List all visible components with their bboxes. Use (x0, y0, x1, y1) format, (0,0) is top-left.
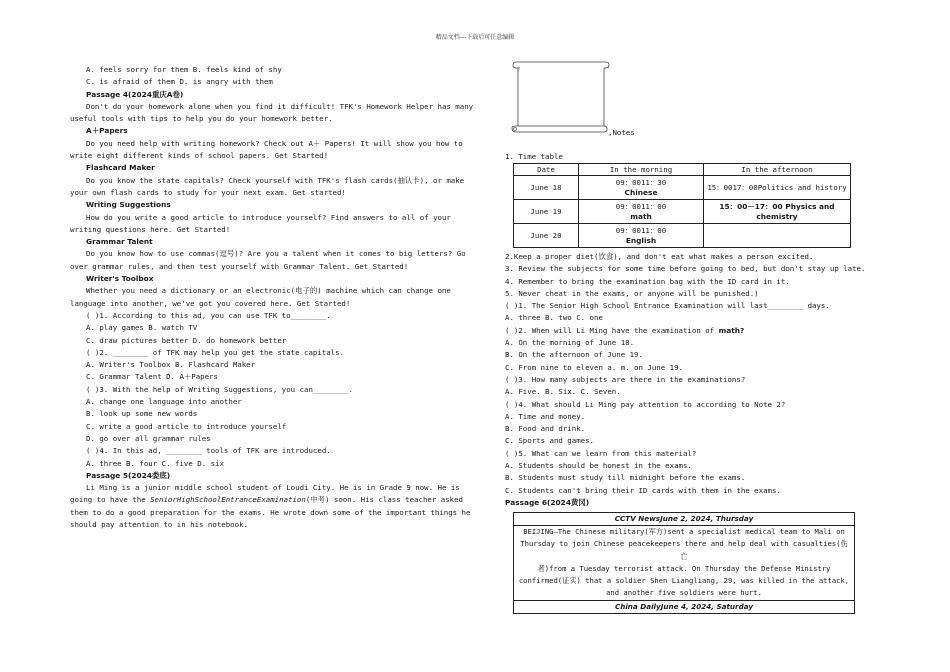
option-line: A. play games B. watch TV (86, 323, 198, 333)
question-line: ( )4. What should Li Ming pay attention to according to Note 2? (505, 399, 786, 409)
section-title: Flashcard Maker (86, 163, 155, 173)
afternoon-time: 15：00－17：00 Physics and (719, 201, 835, 211)
text-span-bold: math? (718, 325, 745, 335)
table-cell-afternoon (704, 200, 851, 224)
paragraph-line: Do you know the state capitals? Check yourself with TFK's flash cards(抽认卡), or make (86, 175, 465, 185)
table-cell-date: June 20 (514, 224, 579, 248)
table-cell-morning (579, 224, 704, 248)
left-column (70, 64, 474, 531)
afternoon-subject: chemistry (756, 211, 798, 221)
news-line: and another five soldiers were hurt. (606, 588, 762, 598)
table-cell-afternoon (704, 224, 851, 248)
note-line: 2.Keep a proper diet(饮食), and don't eat what makes a person excited. (505, 252, 814, 261)
notebook-scroll-icon (510, 60, 610, 134)
paragraph-line: Do you need help with writing homework? Check out A＋ Papers! It will show you how to (86, 138, 463, 148)
afternoon-text: 15：0017：00Politics and history (707, 182, 847, 192)
notes-label: ,Notes (608, 128, 635, 137)
question-line: ( )3. With the help of Writing Suggestions, you can________. (86, 384, 353, 394)
question-line: ( )1. The Senior High School Entrance Examination will last________ days. (505, 301, 830, 311)
note-line: 5. Never cheat in the exams, or anyone will be punished.) (505, 288, 759, 298)
option-line: A. Time and money. (505, 411, 586, 421)
news-line: confirmed(证实) that a soldier Shen Liangliang, 29, was killed in the attack, (518, 576, 850, 586)
table-row (514, 224, 851, 248)
option-line: A. three B. two C. one (505, 313, 603, 323)
passage-6-title: Passage 6(2024黄冈) (505, 497, 590, 507)
exam-name-italic: SeniorHighSchoolEntranceExamination (150, 495, 306, 505)
option-line: C. Students can't bring their ID cards with them in the exams. (505, 485, 781, 495)
news-line: 者)from a Tuesday terrorist attack. On Thursday the Defense Ministry (537, 563, 831, 573)
page-header: 精品文档---下载后可任意编辑 (435, 34, 515, 41)
section-title: Writing Suggestions (86, 200, 171, 210)
option-line: A. feels sorry for them B. feels kind of shy (86, 65, 282, 74)
paragraph-line: Whether you need a dictionary or an electronic(电子的) machine which can change one (86, 286, 451, 296)
table-row (514, 200, 851, 224)
paragraph-line: your own flash cards to study for your next exam. Get started! (70, 187, 346, 197)
table-cell-morning (579, 176, 704, 200)
question-line (505, 325, 855, 337)
right-column (505, 251, 866, 509)
news-box (513, 512, 855, 614)
question-line: ( )1. According to this ad, you can use TFK to________. (86, 310, 331, 320)
option-line: B. Food and drink. (505, 424, 586, 434)
table-cell-date: June 18 (514, 176, 579, 200)
news-line: Thursday to join Chinese peacekeepers there and help deal with casualties(伤亡 (520, 539, 848, 561)
paragraph-line: write eight different kinds of school papers. Get Started! (70, 151, 329, 161)
option-line: A. change one language into another (86, 397, 242, 407)
paragraph-line: language into another, we've got you covered here. Get Started! (70, 298, 351, 308)
paragraph-line: Do you know how to use commas(逗号)? Are you a talent when it comes to big letters? Go (86, 249, 466, 259)
news-footer: China DailyJune 4, 2024, Saturday (614, 601, 754, 611)
right-notes-top (505, 151, 855, 163)
option-line: A. Writer's Toolbox B. Flashcard Maker (86, 360, 256, 370)
question-line: ( )3. How many subjects are there in the examinations? (505, 374, 746, 384)
table-row (514, 176, 851, 200)
option-line: A. three B. four C. five D. six (86, 458, 224, 468)
paragraph-line: them to do a good preparation for the exams. He wrote down some of the important things he (70, 507, 471, 517)
news-line: BEIJING—The Chinese military(军方)sent a specialist medical team to Mali on (523, 527, 845, 536)
option-line: C. is afraid of them D. is angry with them (86, 77, 273, 87)
morning-subject: Chinese (624, 187, 658, 197)
passage-4-title: Passage 4(2024重庆A卷) (86, 89, 184, 99)
paragraph-line: writing questions here. Get Started! (70, 224, 231, 234)
question-line: ( )4. In this ad, ________ tools of TFK are introduced. (86, 446, 331, 456)
morning-subject: math (630, 211, 652, 221)
morning-time: 09：0011：00 (615, 225, 667, 235)
table-cell-afternoon (704, 176, 851, 200)
paragraph-line: useful tools with tips to help you do your homework better. (70, 114, 333, 124)
time-table (513, 163, 851, 248)
paragraph-line: Don't do your homework alone when you find it difficult! TFK's Homework Helper has many (86, 101, 474, 111)
table-header: Date (514, 164, 579, 176)
note-line: 1. Time table (505, 152, 563, 161)
paragraph-line: over grammar rules, and then test yourself with Grammar Talent. Get Started! (70, 261, 409, 271)
news-body (514, 526, 854, 601)
news-header: CCTV NewsJune 2, 2024, Thursday (514, 513, 854, 526)
section-title: Grammar Talent (86, 237, 153, 247)
option-line: D. go over all grammar rules (86, 433, 211, 443)
note-line: 4. Remember to bring the examination bag with the ID card in it. (505, 276, 790, 286)
paragraph-line (70, 494, 463, 506)
section-title: Writer's Toolbox (86, 274, 154, 284)
table-cell-date: June 19 (514, 200, 579, 224)
note-line: 3. Review the subjects for some time before going to bed, but don't stay up late. (505, 264, 866, 274)
table-header: In the morning (579, 164, 704, 176)
option-line: A. Five. B. Six. C. Seven. (505, 387, 621, 397)
passage-5-title: Passage 5(2024娄底) (86, 470, 171, 480)
option-line: C. Grammar Talent D. A＋Papers (86, 372, 218, 382)
table-header: In the afternoon (704, 164, 851, 176)
table-cell-morning (579, 200, 704, 224)
morning-subject: English (625, 235, 657, 245)
question-line: ( )5. What can we learn from this material? (505, 448, 697, 458)
option-line: A. On the morning of June 18. (505, 338, 635, 348)
option-line: A. Students should be honest in the exams. (505, 461, 692, 471)
question-line: ( )2. ________ of TFK may help you get the state capitals. (86, 347, 345, 357)
option-line: B. look up some new words (86, 409, 198, 419)
paragraph-line: should pay attention to in his notebook. (70, 519, 248, 529)
option-line: C. write a good article to introduce yourself (86, 421, 287, 431)
paragraph-line: How do you write a good article to introduce yourself? Find answers to all of your (86, 212, 451, 222)
text-span: going to have the (70, 495, 151, 505)
section-title: A＋Papers (86, 126, 128, 136)
option-line: C. Sports and games. (505, 436, 594, 446)
paragraph-line: Li Ming is a junior middle school student of Loudi City. He is in Grade 9 now. He is (86, 483, 460, 493)
text-span: (中考) soon. His class teacher asked (305, 495, 463, 505)
option-line: C. From nine to eleven a. m. on June 19. (505, 362, 683, 372)
table-header-row (514, 164, 851, 176)
option-line: B. On the afternoon of June 19. (505, 350, 643, 360)
morning-time: 09：0011：30 (615, 177, 667, 187)
option-line: C. draw pictures better D. do homework better (86, 335, 287, 345)
morning-time: 09：0011：00 (615, 201, 667, 211)
option-line: B. Students must study till midnight before the exams. (505, 473, 746, 483)
text-span: ( )2. When will Li Ming have the examination of (505, 325, 719, 335)
